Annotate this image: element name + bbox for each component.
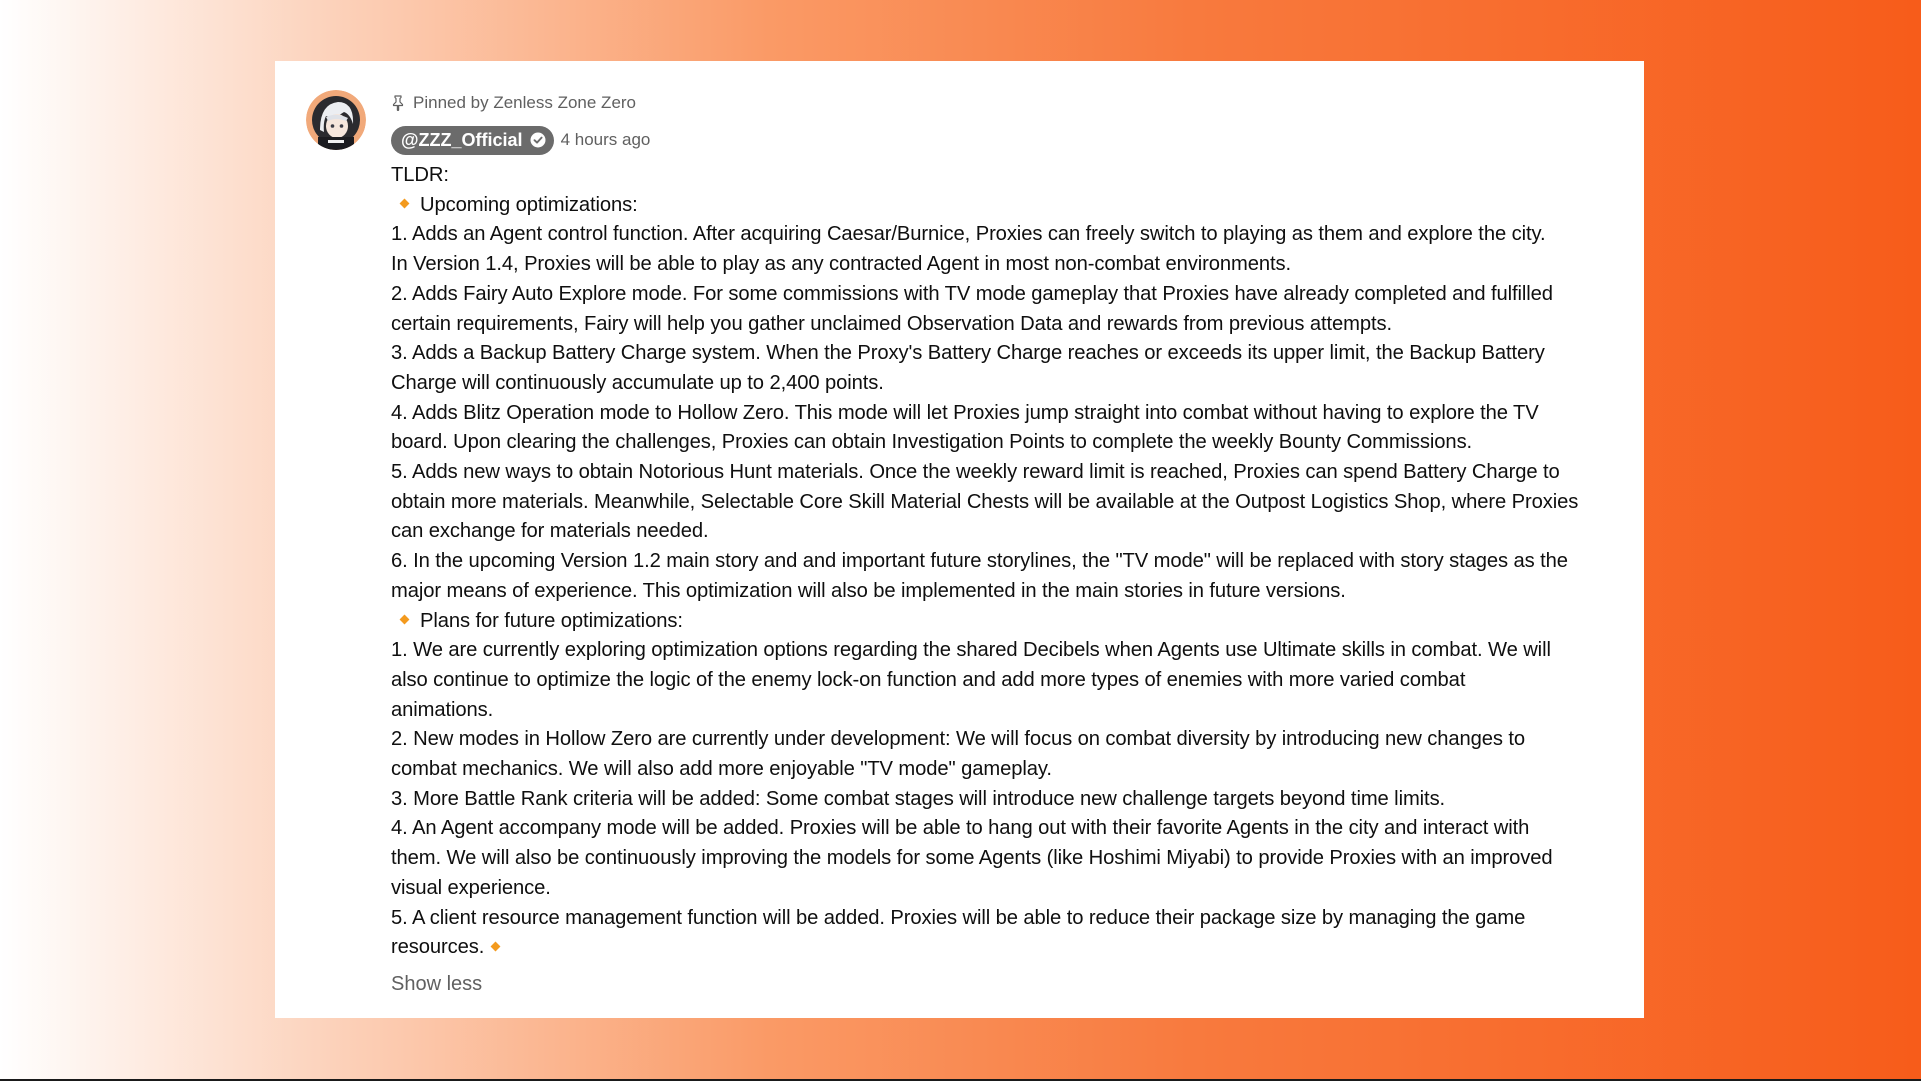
avatar[interactable] [306, 90, 366, 150]
bullet-icon [400, 199, 410, 209]
section-header [391, 191, 1627, 221]
body-line: 5. A client resource management function will be added. Proxies will be able to reduce their package size by managing the game [391, 906, 1526, 929]
author-name: @ZZZ_Official [401, 129, 523, 150]
body-line: In Version 1.4, Proxies will be able to play as any contracted Agent in most non-combat environments. [391, 253, 1291, 276]
comment-content [391, 91, 1627, 996]
body-line: visual experience. [391, 876, 551, 899]
verified-icon [530, 132, 546, 148]
body-line: 2. Adds Fairy Auto Explore mode. For some commissions with TV mode gameplay that Proxies have already completed and fulfilled [391, 282, 1553, 305]
comment-timestamp[interactable]: 4 hours ago [560, 130, 651, 149]
body-line-text: resources. [391, 936, 485, 959]
comment-card [275, 61, 1644, 1018]
section-title: Plans for future optimizations: [420, 609, 683, 632]
show-less-button[interactable]: Show less [391, 972, 483, 995]
body-line: Charge will continuously accumulate up to 2,400 points. [391, 371, 884, 394]
avatar-image [306, 90, 366, 150]
bullet-icon [400, 615, 410, 625]
body-line: major means of experience. This optimization will also be implemented in the main stories in future versions. [391, 579, 1346, 602]
body-line: board. Upon clearing the challenges, Proxies can obtain Investigation Points to complete the weekly Bounty Commissions. [391, 431, 1473, 454]
pinned-label-row [391, 91, 1627, 115]
body-line: them. We will also be continuously improving the models for some Agents (like Hoshimi Miyabi) to provide Proxies with an improved [391, 847, 1553, 870]
body-line-last [391, 933, 1627, 963]
body-line: 3. More Battle Rank criteria will be added: Some combat stages will introduce new challenge targets beyond time limits. [391, 787, 1446, 810]
body-line: also continue to optimize the logic of the enemy lock-on function and add more types of enemies with more varied combat [391, 668, 1466, 691]
body-line: animations. [391, 698, 494, 721]
body-line: 6. In the upcoming Version 1.2 main story and and important future storylines, the "TV mode" will be replaced with story stages as the [391, 550, 1568, 573]
body-line: 3. Adds a Backup Battery Charge system. When the Proxy's Battery Charge reaches or exceeds its upper limit, the Backup Battery [391, 342, 1545, 365]
body-line: 5. Adds new ways to obtain Notorious Hunt materials. Once the weekly reward limit is reached, Proxies can spend Battery Charge to [391, 461, 1560, 484]
body-line: combat mechanics. We will also add more enjoyable "TV mode" gameplay. [391, 758, 1052, 781]
body-line: can exchange for materials needed. [391, 520, 709, 543]
bullet-icon [491, 941, 501, 951]
section-title: Upcoming optimizations: [420, 193, 638, 216]
body-line: 2. New modes in Hollow Zero are currently under development: We will focus on combat diversity by introducing new changes to [391, 728, 1525, 751]
body-line: 1. We are currently exploring optimization options regarding the shared Decibels when Agents use Ultimate skills in combat. We will [391, 639, 1551, 662]
body-line: certain requirements, Fairy will help you gather unclaimed Observation Data and rewards from previous attempts. [391, 312, 1392, 335]
body-line: 4. An Agent accompany mode will be added. Proxies will be able to hang out with their favorite Agents in the city and interact with [391, 817, 1530, 840]
comment-body [391, 161, 1627, 963]
pin-icon [391, 94, 405, 112]
section-header [391, 607, 1627, 637]
body-line: 4. Adds Blitz Operation mode to Hollow Zero. This mode will let Proxies jump straight into combat without having to explore the TV [391, 401, 1539, 424]
body-line: 1. Adds an Agent control function. After acquiring Caesar/Burnice, Proxies can freely switch to playing as them and explore the city. [391, 223, 1546, 246]
author-chip[interactable] [391, 126, 554, 155]
pinned-label: Pinned by Zenless Zone Zero [413, 93, 637, 112]
comment-heading: TLDR: [391, 164, 449, 186]
body-line: obtain more materials. Meanwhile, Selectable Core Skill Material Chests will be available at the Outpost Logistics Shop, where Proxies [391, 490, 1579, 513]
comment-meta [391, 125, 1627, 155]
